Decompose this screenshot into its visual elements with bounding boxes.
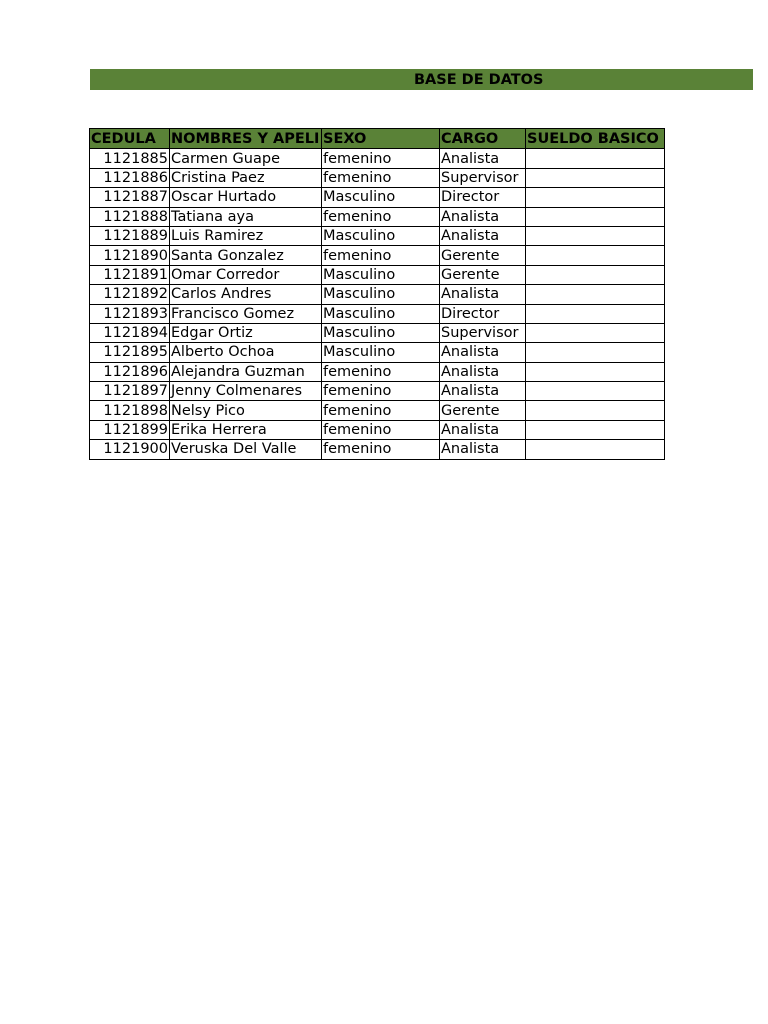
column-header-sexo[interactable]: SEXO: [322, 129, 440, 149]
cargo-cell[interactable]: Gerente: [440, 401, 526, 420]
table-row: [90, 420, 665, 439]
table-row: [90, 382, 665, 401]
cargo-cell[interactable]: Gerente: [440, 265, 526, 284]
cargo-cell[interactable]: Analista: [440, 362, 526, 381]
nombre-cell[interactable]: Cristina Paez: [170, 168, 322, 187]
nombre-cell[interactable]: Oscar Hurtado: [170, 188, 322, 207]
column-header-cedula[interactable]: CEDULA: [90, 129, 170, 149]
nombre-cell[interactable]: Francisco Gomez: [170, 304, 322, 323]
table-row: [90, 285, 665, 304]
cargo-cell[interactable]: Supervisor: [440, 323, 526, 342]
sueldo-cell[interactable]: [526, 226, 665, 245]
nombre-cell[interactable]: Erika Herrera: [170, 420, 322, 439]
sexo-cell[interactable]: femenino: [322, 401, 440, 420]
sueldo-cell[interactable]: [526, 304, 665, 323]
nombre-cell[interactable]: Veruska Del Valle: [170, 440, 322, 459]
cedula-cell[interactable]: 1121889: [90, 226, 170, 245]
sueldo-cell[interactable]: [526, 401, 665, 420]
sueldo-cell[interactable]: [526, 382, 665, 401]
table-row: [90, 401, 665, 420]
nombre-cell[interactable]: Santa Gonzalez: [170, 246, 322, 265]
cedula-cell[interactable]: 1121897: [90, 382, 170, 401]
sexo-cell[interactable]: femenino: [322, 207, 440, 226]
sexo-cell[interactable]: femenino: [322, 382, 440, 401]
sexo-cell[interactable]: Masculino: [322, 188, 440, 207]
sexo-cell[interactable]: femenino: [322, 149, 440, 168]
nombre-cell[interactable]: Tatiana aya: [170, 207, 322, 226]
database-table: [89, 128, 665, 460]
table-row: [90, 149, 665, 168]
cargo-cell[interactable]: Director: [440, 188, 526, 207]
table-row: [90, 246, 665, 265]
table-row: [90, 304, 665, 323]
sueldo-cell[interactable]: [526, 343, 665, 362]
table-row: [90, 188, 665, 207]
sexo-cell[interactable]: femenino: [322, 420, 440, 439]
sexo-cell[interactable]: Masculino: [322, 285, 440, 304]
cargo-cell[interactable]: Analista: [440, 382, 526, 401]
sueldo-cell[interactable]: [526, 440, 665, 459]
cedula-cell[interactable]: 1121899: [90, 420, 170, 439]
sueldo-cell[interactable]: [526, 285, 665, 304]
cargo-cell[interactable]: Analista: [440, 285, 526, 304]
sueldo-cell[interactable]: [526, 207, 665, 226]
table-row: [90, 343, 665, 362]
page-title: BASE DE DATOS: [414, 72, 544, 88]
sexo-cell[interactable]: Masculino: [322, 226, 440, 245]
sueldo-cell[interactable]: [526, 188, 665, 207]
column-header-sueldo[interactable]: SUELDO BASICO: [526, 129, 665, 149]
nombre-cell[interactable]: Alberto Ochoa: [170, 343, 322, 362]
cedula-cell[interactable]: 1121885: [90, 149, 170, 168]
sueldo-cell[interactable]: [526, 362, 665, 381]
cedula-cell[interactable]: 1121891: [90, 265, 170, 284]
cargo-cell[interactable]: Gerente: [440, 246, 526, 265]
cedula-cell[interactable]: 1121898: [90, 401, 170, 420]
cedula-cell[interactable]: 1121900: [90, 440, 170, 459]
cedula-cell[interactable]: 1121896: [90, 362, 170, 381]
cedula-cell[interactable]: 1121893: [90, 304, 170, 323]
sueldo-cell[interactable]: [526, 246, 665, 265]
column-header-nombres[interactable]: NOMBRES Y APELI: [170, 129, 322, 149]
sueldo-cell[interactable]: [526, 149, 665, 168]
sueldo-cell[interactable]: [526, 323, 665, 342]
cedula-cell[interactable]: 1121890: [90, 246, 170, 265]
sexo-cell[interactable]: Masculino: [322, 323, 440, 342]
cedula-cell[interactable]: 1121887: [90, 188, 170, 207]
table-row: [90, 168, 665, 187]
sueldo-cell[interactable]: [526, 168, 665, 187]
table-row: [90, 362, 665, 381]
nombre-cell[interactable]: Carmen Guape: [170, 149, 322, 168]
sexo-cell[interactable]: femenino: [322, 246, 440, 265]
table-row: [90, 207, 665, 226]
cedula-cell[interactable]: 1121895: [90, 343, 170, 362]
column-header-cargo[interactable]: CARGO: [440, 129, 526, 149]
cedula-cell[interactable]: 1121894: [90, 323, 170, 342]
cedula-cell[interactable]: 1121892: [90, 285, 170, 304]
nombre-cell[interactable]: Luis Ramirez: [170, 226, 322, 245]
cargo-cell[interactable]: Analista: [440, 343, 526, 362]
nombre-cell[interactable]: Omar Corredor: [170, 265, 322, 284]
table-row: [90, 323, 665, 342]
sexo-cell[interactable]: femenino: [322, 168, 440, 187]
cedula-cell[interactable]: 1121886: [90, 168, 170, 187]
cargo-cell[interactable]: Analista: [440, 149, 526, 168]
table-row: [90, 226, 665, 245]
cargo-cell[interactable]: Supervisor: [440, 168, 526, 187]
cargo-cell[interactable]: Analista: [440, 207, 526, 226]
table-row: [90, 440, 665, 459]
nombre-cell[interactable]: Carlos Andres: [170, 285, 322, 304]
nombre-cell[interactable]: Alejandra Guzman: [170, 362, 322, 381]
sueldo-cell[interactable]: [526, 420, 665, 439]
cargo-cell[interactable]: Analista: [440, 440, 526, 459]
nombre-cell[interactable]: Nelsy Pico: [170, 401, 322, 420]
sexo-cell[interactable]: Masculino: [322, 304, 440, 323]
nombre-cell[interactable]: Edgar Ortiz: [170, 323, 322, 342]
table-body: [90, 149, 665, 459]
cargo-cell[interactable]: Analista: [440, 226, 526, 245]
cargo-cell[interactable]: Director: [440, 304, 526, 323]
cedula-cell[interactable]: 1121888: [90, 207, 170, 226]
sexo-cell[interactable]: Masculino: [322, 265, 440, 284]
cargo-cell[interactable]: Analista: [440, 420, 526, 439]
sueldo-cell[interactable]: [526, 265, 665, 284]
sexo-cell[interactable]: Masculino: [322, 343, 440, 362]
sexo-cell[interactable]: femenino: [322, 440, 440, 459]
sexo-cell[interactable]: femenino: [322, 362, 440, 381]
table-row: [90, 265, 665, 284]
header-row: [90, 129, 665, 149]
nombre-cell[interactable]: Jenny Colmenares: [170, 382, 322, 401]
